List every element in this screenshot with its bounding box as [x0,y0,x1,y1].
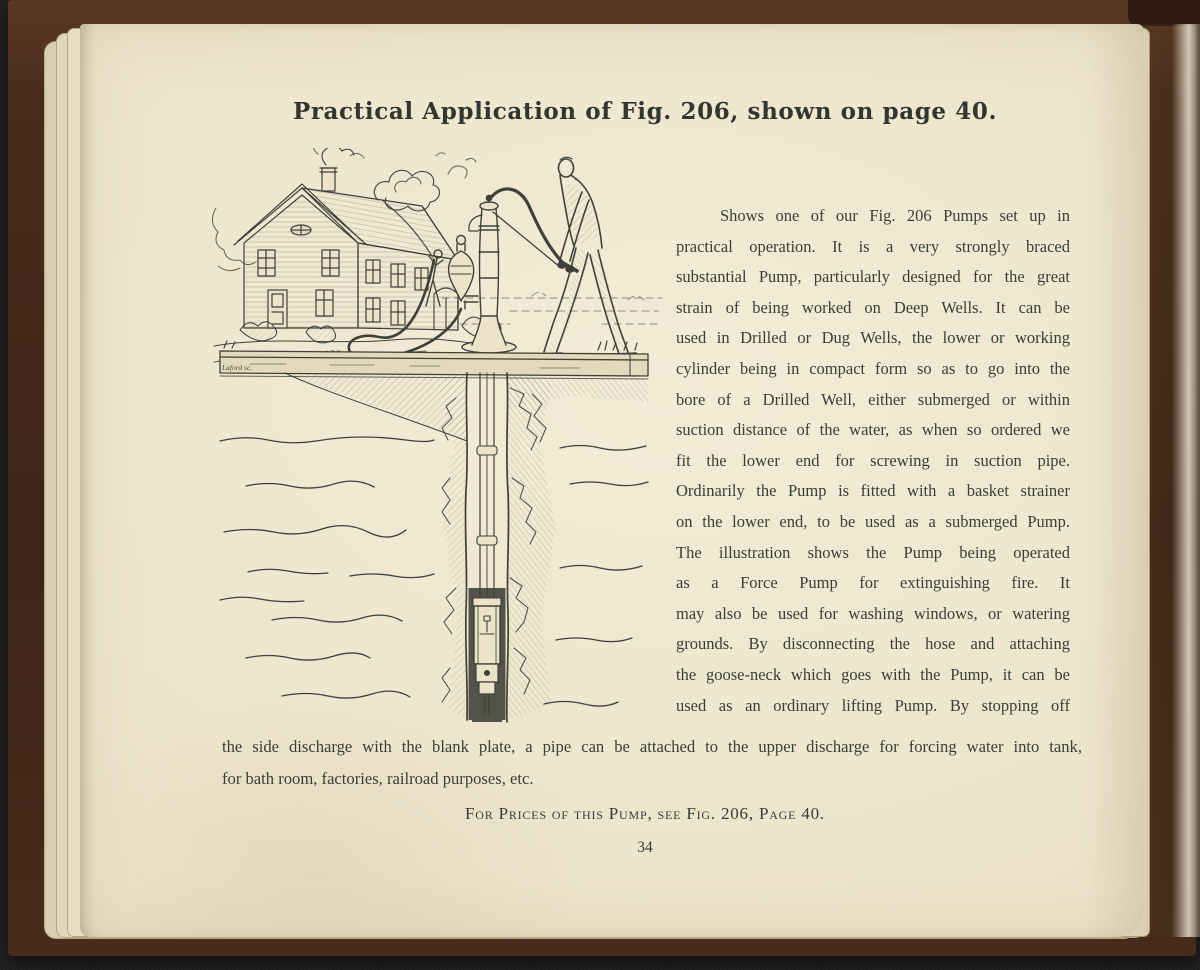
body-line: the goose-neck which goes with the Pump, it can be [676,664,1070,684]
body-wide-line: for bath room, factories, railroad purposes, etc. [222,769,534,788]
body-line: strain of being worked on Deep Wells. It can be [676,297,1070,317]
body-line: used as an ordinary lifting Pump. By stopping off [676,695,1070,715]
page-number: 34 [637,839,653,856]
body-line: cylinder being in compact form so as to go into the [676,358,1070,378]
body-line: Shows one of our Fig. 206 Pumps set up in [720,206,1070,225]
house [234,168,458,330]
pump-well-illustration [210,148,670,733]
body-line: fit the lower end for screwing in suction pipe. [676,450,1070,470]
body-column [676,201,1070,721]
body-line: used in Drilled or Dug Wells, the lower or working [676,328,1070,348]
book-page [80,24,1144,937]
body-line: on the lower end, to be used as a submerged Pump. [676,511,1070,531]
pump-operator [536,157,639,360]
well-cross-section [220,373,648,722]
body-line: Ordinarily the Pump is fitted with a basket strainer [676,481,1070,501]
body-line: bore of a Drilled Well, either submerged or within [676,389,1070,409]
cover-wear-patch [1128,0,1200,26]
engraver-signature: Laford sc. [222,363,253,372]
body-line: may also be used for washing windows, or watering [676,603,1070,623]
body-line: as a Force Pump for extinguishing fire. It [676,573,1070,593]
body-wide-line: the side discharge with the blank plate, a pipe can be attached to the upper discharge for forcing water into tank, [222,737,1082,756]
page-title: Practical Application of Fig. 206, shown on page 40. [292,98,998,125]
body-line: suction distance of the water, as when so ordered we [676,420,1070,440]
body-line: practical operation. It is a very strongly braced [676,236,1070,256]
body-line: substantial Pump, particularly designed for the great [676,267,1070,287]
price-note: For Prices of this Pump, see Fig. 206, Page 40. [465,804,825,823]
body-line: grounds. By disconnecting the hose and attaching [676,634,1070,654]
body-line: The illustration shows the Pump being operated [676,542,1070,562]
